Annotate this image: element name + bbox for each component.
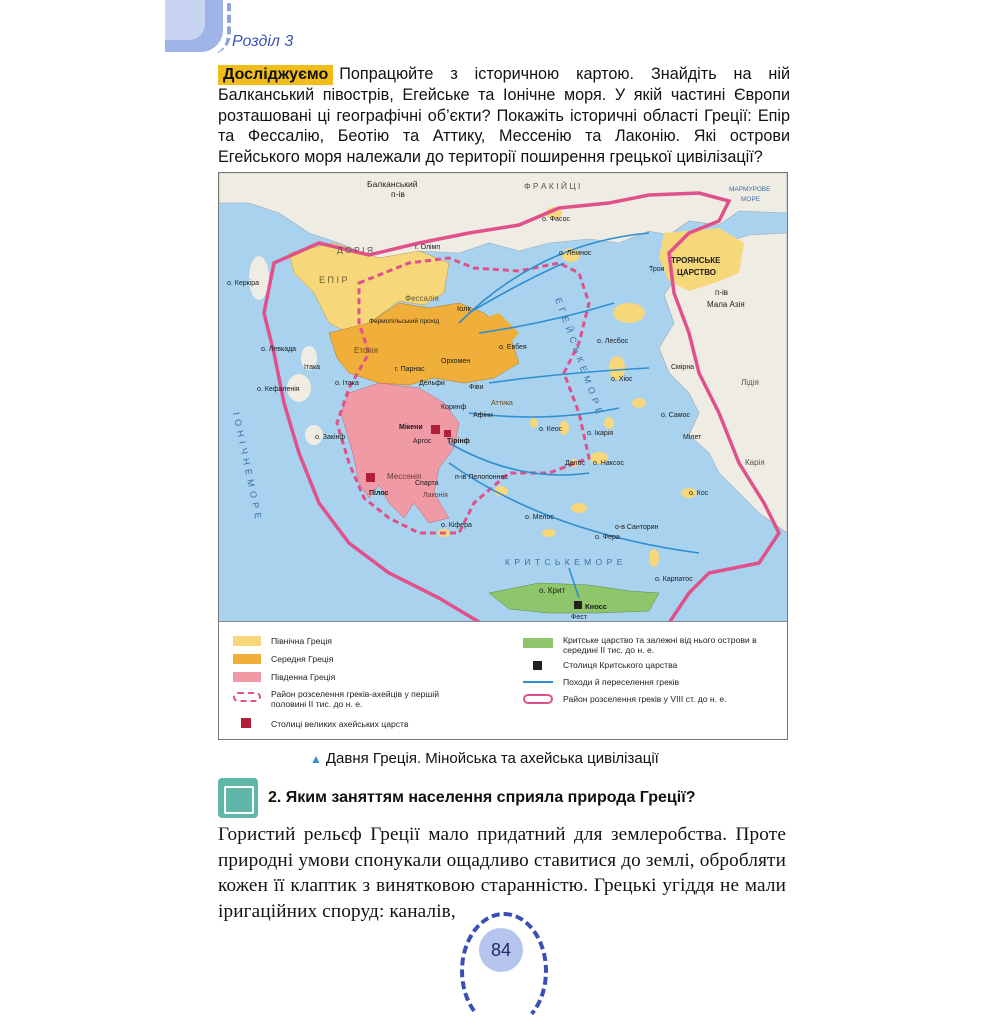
label-kefalonia: о. Кефаленія — [257, 386, 300, 393]
label-thessaly: Фессалія — [405, 294, 439, 303]
legend-middle: Середня Греція — [271, 654, 334, 664]
label-thera: о. Фера — [595, 534, 620, 541]
label-argos: Аргос — [413, 438, 432, 445]
triangle-icon: ▲ — [310, 752, 322, 766]
label-smyrna: Смірна — [671, 364, 695, 371]
label-olymp: г. Олімп — [415, 244, 441, 251]
label-tiryns: Тірінф — [447, 438, 470, 445]
label-kos: о. Кос — [689, 490, 709, 497]
legend-achaean-area: Район розселення греків-ахейців у першій половині II тис. до н. е. — [271, 689, 439, 709]
label-crete: о. Крит — [539, 586, 566, 595]
caption-text: Давня Греція. Мінойська та ахейська цивілізації — [325, 750, 659, 767]
legend-swatch-achaean-area — [233, 692, 261, 702]
label-naxos: о. Наксос — [593, 460, 624, 467]
intro-text: Попрацюйте з історичною картою. Знайдіть на ній Балканський півострів, Егейське та Іонічне моря. У якій частині Європи розташовані ці географічні об’єкти? Покажіть історичні області Греції: Епір та Фессалію, Беотію та Аттику, Мессенію та Лаконію. Які острови Егейського моря належали до території поширення грецької цивілізації? — [218, 65, 790, 166]
book-icon — [218, 778, 258, 818]
label-melos: о. Мелос — [525, 514, 554, 521]
label-aegean-sea: Е Г Е Й С Ь К Е М О Р Е — [553, 296, 605, 417]
map-canvas — [219, 173, 787, 621]
legend-swatch-north — [233, 636, 261, 646]
label-chios: о. Хіос — [611, 376, 633, 383]
kerkyra-island — [249, 256, 269, 300]
intro-paragraph — [218, 64, 790, 167]
legend-north: Північна Греція — [271, 636, 332, 646]
label-ithaca-isl: о. Ітака — [335, 380, 359, 387]
label-thrace: Ф Р А К І Й Ц І — [524, 181, 581, 191]
legend-swatch-middle — [233, 654, 261, 664]
label-lydia: Лідія — [741, 378, 759, 387]
legend-swatch-cretan-kingdom — [523, 638, 553, 648]
label-asia2: Мала Азія — [707, 300, 745, 309]
label-pylos: Пілос — [369, 490, 389, 497]
label-aetolia: Етолія — [354, 346, 378, 355]
label-attica: Аттика — [491, 400, 513, 407]
label-epirus: Е П І Р — [319, 275, 348, 285]
label-phaistos: Фест — [571, 614, 587, 621]
legend-swatch-campaigns — [523, 681, 553, 683]
label-doria: Д О Р І Я — [337, 245, 373, 255]
label-delos: Делос — [565, 460, 585, 467]
label-thermopylae: Фермопільський прохід — [369, 318, 440, 325]
label-iolk: Іолк — [457, 304, 471, 313]
label-delphi: Дельфи — [419, 380, 445, 387]
legend-cretan-capital: Столиця Критського царства — [563, 660, 678, 670]
label-sparta: Спарта — [415, 480, 439, 487]
label-peloponnese: п-ів Пелопоннес — [455, 474, 508, 481]
label-santorini: о-в Санторин — [615, 524, 659, 531]
legend-swatch-achaean-capitals — [241, 718, 251, 728]
label-kythira: о. Кіфера — [441, 522, 472, 529]
page-number: 84 — [479, 928, 523, 972]
corner-dash — [207, 2, 231, 54]
label-keos: о. Кеос — [539, 426, 563, 433]
label-troy-kingdom: ТРОЯНСЬКЕ — [671, 256, 721, 265]
historical-map — [218, 172, 788, 740]
label-troy: Троя — [649, 266, 665, 273]
label-parnassus: г. Парнас — [395, 366, 425, 373]
label-miletus: Мілет — [683, 434, 702, 441]
legend-swatch-settlement — [523, 694, 553, 704]
label-troy-kingdom2: ЦАРСТВО — [677, 268, 717, 277]
label-thasos: о. Фасос — [542, 216, 570, 223]
label-lemnos: о. Лемнос — [559, 250, 592, 257]
label-knossos: Кносс — [585, 602, 607, 611]
label-karia: Карія — [745, 458, 765, 467]
label-marmara2: МОРЕ — [741, 196, 761, 203]
label-balkan: Балканський — [367, 179, 418, 189]
label-ionian-sea: І О Н І Ч Н Е М О Р Е — [231, 411, 264, 521]
map-caption — [310, 750, 659, 767]
label-lesbos: о. Лесбос — [597, 338, 629, 345]
body-paragraph: Гористий рельєф Греції мало придатний для землеробства. Проте природні умови спонукали ощадливо ставитися до землі, обробляти кожен її клаптик з винятковою старанністю. Грецькі угіддя не мали іригаційних споруд: каналів, — [218, 824, 786, 922]
label-laconia: Лаконія — [423, 492, 448, 499]
legend-south: Південна Греція — [271, 672, 336, 682]
label-asia: п-ів — [715, 288, 729, 297]
legend-campaigns: Походи й переселення греків — [563, 677, 680, 687]
label-karpathos: о. Карпатос — [655, 576, 693, 583]
label-zakynthos: о. Закінф — [315, 434, 346, 441]
legend-settlement-8c: Район розселення греків у VIII ст. до н. е. — [563, 694, 727, 704]
label-athens: Афіни — [473, 412, 493, 419]
label-lefkada: о. Левкада — [261, 346, 297, 353]
label-thebes: Фіви — [469, 384, 484, 391]
label-mycenae: Мікени — [399, 424, 423, 431]
legend-cretan-kingdom: Критське царство та залежні від нього острови в середині II тис. до н. е. — [563, 635, 757, 655]
label-balkan2: п-ів — [391, 189, 405, 199]
label-itaka: Ітака — [304, 364, 321, 371]
research-badge: Досліджуємо — [218, 65, 333, 85]
legend-achaean-capitals: Столиці великих ахейських царств — [271, 719, 409, 729]
question-title: 2. Яким заняттям населення сприяла природа Греції? — [268, 789, 696, 806]
label-corinth: Коринф — [441, 404, 467, 411]
legend-swatch-cretan-capital — [533, 661, 542, 670]
label-cretan-sea: К Р И Т С Ь К Е М О Р Е — [505, 557, 624, 567]
knossos-marker — [574, 601, 582, 609]
section-label: Розділ 3 — [232, 33, 294, 50]
label-marmara: МАРМУРОВЕ — [729, 186, 771, 193]
map-legend — [219, 621, 787, 740]
label-euboea: о. Евбея — [499, 344, 527, 351]
label-ikaria: о. Ікарія — [587, 430, 614, 437]
corner-tab-inner — [165, 0, 205, 40]
label-samos: о. Самос — [661, 412, 691, 419]
label-kerkyra: о. Керкіра — [227, 280, 260, 287]
label-orchomenos: Орхомен — [441, 358, 471, 365]
legend-swatch-south — [233, 672, 261, 682]
label-messenia: Мессенія — [387, 472, 422, 481]
